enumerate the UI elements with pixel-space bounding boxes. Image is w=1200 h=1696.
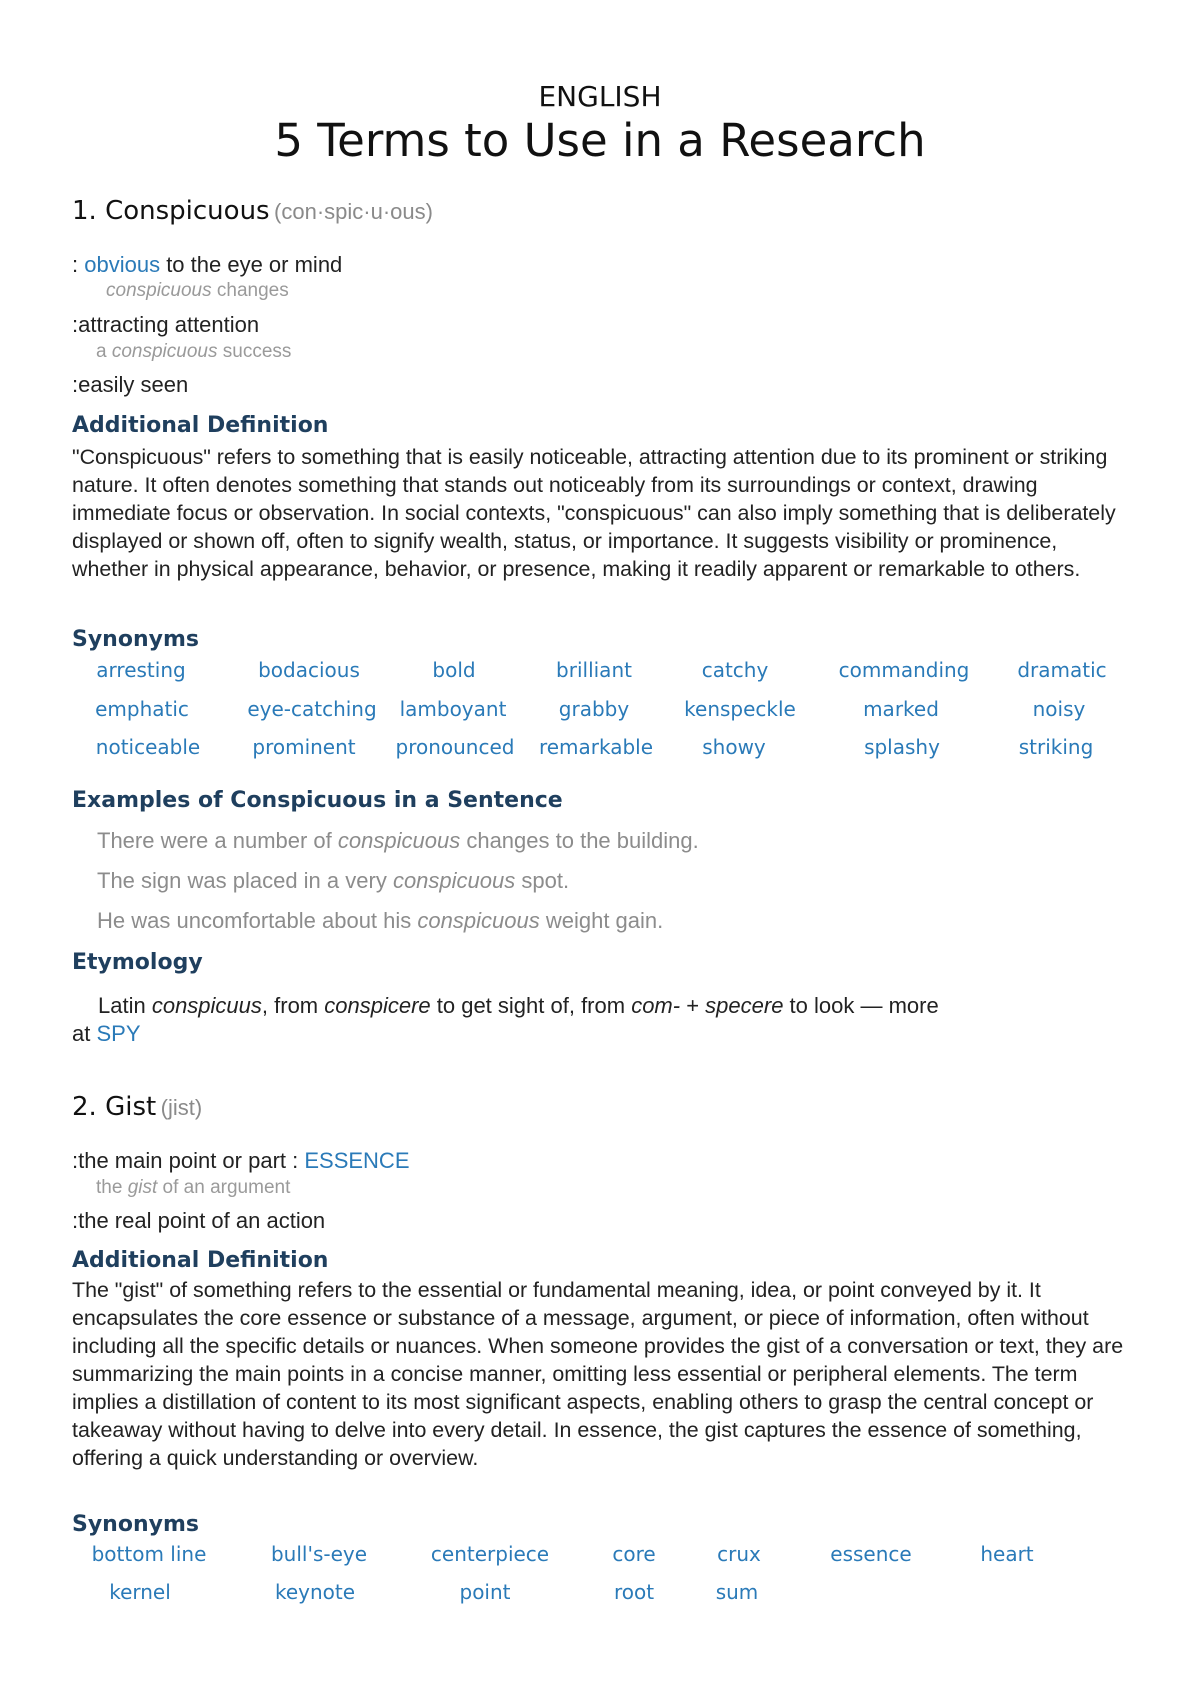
example-sentence: He was uncomfortable about his conspicuous weight gain. (97, 908, 664, 933)
additional-definition-text: "Conspicuous" refers to something that is easily noticeable, attracting attention due to its prominent or striking nature. It often denotes something that stands out noticeably from its surroundings or context, drawing immediate focus or observation. In social contexts, "conspicuous" can also imply something that is deliberately displayed or shown off, often to signify wealth, status, or importance. It suggests visibility or prominence, whether in physical appearance, behavior, or presence, making it readily apparent or remarkable to others. (72, 445, 1116, 581)
synonym-link[interactable]: root (613, 1580, 655, 1604)
definition-prefix: : (72, 252, 85, 277)
example-sentence: There were a number of conspicuous changes to the building. (97, 828, 699, 853)
etymology-text: Latin conspicuus, from conspicere to get sight of, from com- + specere to look — more (98, 993, 939, 1018)
etymology-link[interactable]: SPY (96, 1021, 141, 1046)
synonym-link[interactable]: kenspeckle (684, 697, 796, 721)
definition-link[interactable]: obvious (84, 252, 161, 277)
synonym-link[interactable]: catchy (701, 658, 769, 682)
synonym-link[interactable]: sum (715, 1580, 759, 1604)
definition-2: :attracting attention (72, 312, 260, 337)
examples-heading: Examples of Conspicuous in a Sentence (72, 788, 563, 813)
synonym-link[interactable]: bull's-eye (270, 1542, 368, 1566)
synonym-link[interactable]: eye-catching (247, 697, 377, 721)
synonym-link[interactable]: bodacious (258, 658, 360, 682)
synonym-link[interactable]: lamboyant (399, 697, 507, 721)
term-title: 1. Conspicuous (72, 196, 270, 226)
definition-example: conspicuous changes (106, 280, 289, 301)
pronunciation: (jist) (160, 1095, 203, 1120)
synonym-link[interactable]: keynote (274, 1580, 356, 1604)
synonym-link[interactable]: marked (863, 697, 939, 721)
term-heading (72, 196, 433, 226)
additional-definition-heading: Additional Definition (72, 413, 329, 438)
additional-definition-heading: Additional Definition (72, 1248, 329, 1273)
synonym-link[interactable]: noticeable (95, 735, 201, 759)
synonyms-heading: Synonyms (72, 1512, 199, 1537)
synonym-link[interactable]: kernel (109, 1580, 171, 1604)
synonym-link[interactable]: grabby (558, 697, 630, 721)
etymology-text-cont: at SPY (72, 1021, 141, 1046)
synonym-link[interactable]: showy (702, 735, 766, 759)
synonym-link[interactable]: centerpiece (430, 1542, 550, 1566)
definition-1 (72, 1148, 410, 1174)
term-title: 2. Gist (72, 1092, 157, 1122)
synonym-link[interactable]: essence (830, 1542, 912, 1566)
synonym-link[interactable]: point (459, 1580, 511, 1604)
synonym-link[interactable]: commanding (838, 658, 970, 682)
etymology-heading: Etymology (72, 950, 203, 975)
subject-label: ENGLISH (538, 80, 662, 113)
definition-example: a conspicuous success (96, 341, 292, 362)
definition-1 (72, 252, 342, 278)
synonym-link[interactable]: crux (717, 1542, 761, 1566)
definition-2: :the real point of an action (72, 1208, 326, 1233)
synonym-link[interactable]: prominent (252, 735, 356, 759)
synonym-link[interactable]: pronounced (395, 735, 515, 759)
synonym-link[interactable]: noisy (1032, 697, 1086, 721)
synonyms-heading: Synonyms (72, 627, 199, 652)
synonym-link[interactable]: striking (1018, 735, 1094, 759)
example-sentence: The sign was placed in a very conspicuous spot. (97, 868, 570, 893)
synonym-link[interactable]: splashy (864, 735, 940, 759)
definition-text: to the eye or mind (160, 252, 343, 277)
synonym-link[interactable]: heart (980, 1542, 1034, 1566)
synonym-link[interactable]: brilliant (556, 658, 632, 682)
additional-definition-text: The "gist" of something refers to the essential or fundamental meaning, idea, or point conveyed by it. It encapsulates the core essence or substance of a message, argument, or piece of information, often without including all the specific details or nuances. When someone provides the gist of a conversation or text, they are summarizing the main points in a concise manner, omitting less essential or peripheral elements. The term implies a distillation of content to its most significant aspects, enabling others to grasp the central concept or takeaway without having to delve into every detail. In essence, the gist captures the essence of something, offering a quick understanding or overview. (72, 1278, 1124, 1470)
definition-3: :easily seen (72, 372, 189, 397)
synonym-link[interactable]: emphatic (95, 697, 189, 721)
synonym-link[interactable]: arresting (96, 658, 186, 682)
definition-text: :the main point or part : (72, 1148, 305, 1173)
synonym-link[interactable]: bold (432, 658, 476, 682)
definition-example: the gist of an argument (96, 1177, 291, 1198)
page-title: 5 Terms to Use in a Research (274, 114, 926, 167)
synonym-link[interactable]: remarkable (538, 735, 654, 759)
definition-link[interactable]: ESSENCE (304, 1148, 410, 1173)
pronunciation: (con·spic·u·ous) (274, 199, 433, 224)
synonym-link[interactable]: bottom line (91, 1542, 207, 1566)
term-heading (72, 1092, 202, 1122)
synonym-link[interactable]: core (612, 1542, 656, 1566)
synonym-link[interactable]: dramatic (1017, 658, 1107, 682)
